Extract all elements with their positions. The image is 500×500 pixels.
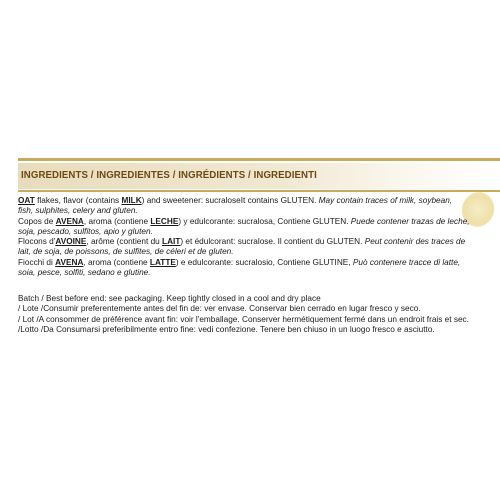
may-contain-text: Può contenere tracce di latte,	[352, 256, 461, 267]
ingredients-line	[18, 236, 466, 247]
allergen-highlight: LECHE	[150, 215, 179, 226]
allergen-highlight: MILK	[121, 195, 142, 205]
ingredients-line	[18, 226, 460, 236]
ingredients-text: , arôme (contient du	[86, 236, 163, 247]
ingredients-text: ) e edulcorante: sucralosio, Contiene GLUTINE,	[175, 256, 353, 267]
allergen-highlight: AVENA	[55, 215, 84, 226]
ingredients-text: , aroma (contiene	[83, 256, 150, 267]
ingredients-text: Fiocchi di	[18, 256, 56, 267]
may-contain-text: Peut contenir des traces de	[364, 236, 466, 247]
storage-line-french: / Lot /A consommer de préférence avant fin: voir l'emballage. Conserver hermétiquement fermé dans un endroit frais et sec.	[18, 313, 469, 324]
may-contain-text: soia, pesce, solfiti, sedano e glutine.	[18, 267, 151, 278]
ingredients-line	[18, 195, 460, 205]
ingredients-line	[18, 215, 470, 226]
may-contain-text: fish, sulphites, celery and gluten.	[18, 205, 138, 216]
storage-instructions	[18, 293, 498, 334]
ingredients-text: ) y edulcorante: sucralosa, Contiene GLUTEN.	[178, 215, 351, 226]
may-contain-text: soja, pescado, sulfitos, apio y gluten.	[18, 225, 153, 236]
ingredients-list	[18, 195, 478, 277]
may-contain-text: Puede contener trazas de leche,	[350, 215, 470, 226]
allergen-highlight: AVENA	[55, 256, 84, 267]
ingredients-line	[18, 246, 460, 256]
allergen-highlight: AVOINE	[55, 236, 87, 247]
storage-line-english: Batch / Best before end: see packaging. Keep tightly closed in a cool and dry place	[18, 293, 321, 303]
gold-divider-bottom	[18, 190, 500, 192]
ingredients-paragraph-spanish	[18, 215, 470, 237]
ingredients-text: Flocons d'	[18, 236, 56, 247]
ingredients-paragraph-english	[18, 195, 460, 216]
allergen-highlight: OAT	[18, 195, 35, 205]
ingredients-text: Copos de	[18, 215, 56, 226]
may-contain-text: May contain traces of milk, soybean,	[318, 195, 453, 205]
ingredients-line	[18, 205, 460, 215]
ingredients-header-title: INGREDIENTS / INGREDIENTES / INGRÉDIENTS / INGREDIENTI	[21, 169, 317, 181]
allergen-highlight: LAIT	[162, 236, 181, 247]
storage-line-italian: /Lotto /Da Consumarsi preferibilmente entro fine: vedi confezione. Tenere ben chiuso in un luogo fresco e asciutto.	[18, 323, 435, 334]
ingredients-text: flakes, flavor (contains	[34, 195, 122, 205]
ingredients-line	[18, 257, 460, 267]
allergen-highlight: LATTE	[149, 256, 176, 267]
ingredients-header-band	[18, 163, 500, 189]
ingredients-text: , aroma (contiene	[83, 215, 151, 226]
storage-line-spanish: / Lote /Consumir preferentemente antes del fin de: ver envase. Conservar bien cerrado en lugar fresco y seco.	[18, 303, 421, 314]
may-contain-text: lait, de soja, de poissons, de sulfites, de céleri et de gluten.	[18, 246, 234, 257]
gold-divider-top	[18, 158, 500, 161]
ingredients-line	[18, 267, 460, 277]
ingredients-paragraph-italian	[18, 257, 460, 278]
ingredients-label-panel	[0, 150, 500, 350]
ingredients-paragraph-french	[18, 236, 466, 257]
ingredients-text: ) et édulcorant: sucralose. Il contient du GLUTEN.	[180, 236, 365, 247]
ingredients-text: ) and sweetener: sucraloseIt contains GLUTEN.	[141, 195, 319, 205]
